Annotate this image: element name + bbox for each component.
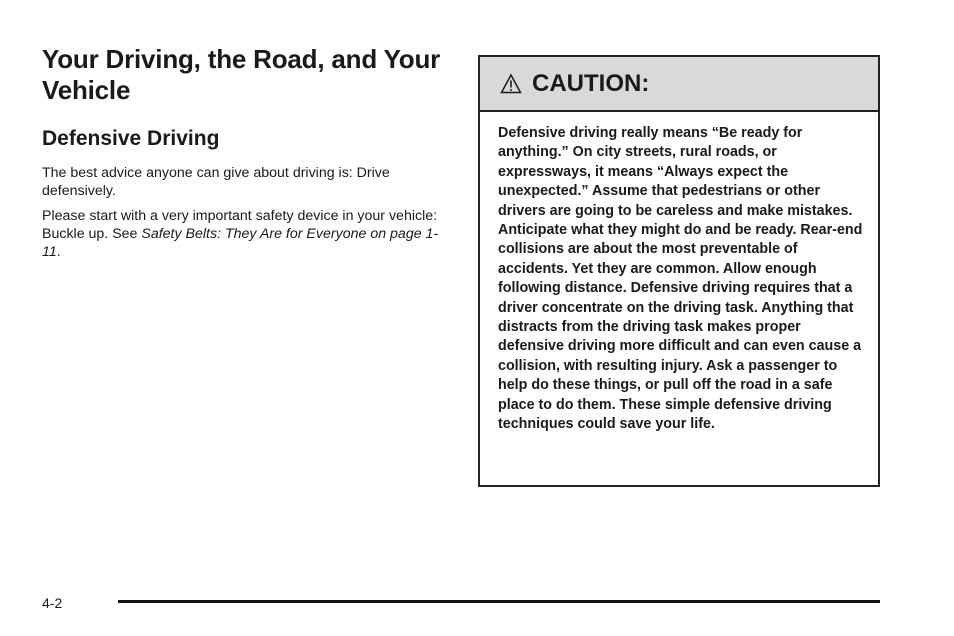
footer-rule (118, 600, 880, 603)
cross-reference-link[interactable]: Safety Belts: They Are for Everyone on page 1-11 (42, 226, 439, 260)
caution-header (480, 57, 878, 112)
section-title: Your Driving, the Road, and Your Vehicle (42, 44, 441, 105)
seatbelt-paragraph (42, 207, 452, 261)
page-number: 4-2 (42, 595, 63, 611)
seatbelt-paragraph-end: . (56, 244, 61, 260)
caution-body: Defensive driving really means “Be ready for anything.” On city streets, rural roads, or expressways, it means “Always expect the unexpected.” Assume that pedestrians or other drivers are going to be careless and make mistakes. Anticipate what they might do and be ready. Rear-end collisions are about the most preventable of accidents. Yet they are common. Allow enough following distance. Defensive driving requires that a driver concentrate on the driving task. Anything that distracts from the driving task makes proper defensive driving more difficult and can even cause a collision, with resulting injury. Ask a passenger to help do these things, or pull off the road in a safe place to do them. These simple defensive driving techniques could save your life. (498, 125, 863, 433)
caution-title: CAUTION: (532, 69, 650, 97)
intro-paragraph: The best advice anyone can give about driving is: Drive defensively. (42, 165, 390, 199)
seatbelt-paragraph-text: Please start with a very important safety device in your vehicle: Buckle up. See (42, 208, 438, 242)
subsection-title: Defensive Driving (42, 127, 220, 150)
caution-box (478, 55, 880, 487)
warning-triangle-icon (500, 73, 522, 95)
